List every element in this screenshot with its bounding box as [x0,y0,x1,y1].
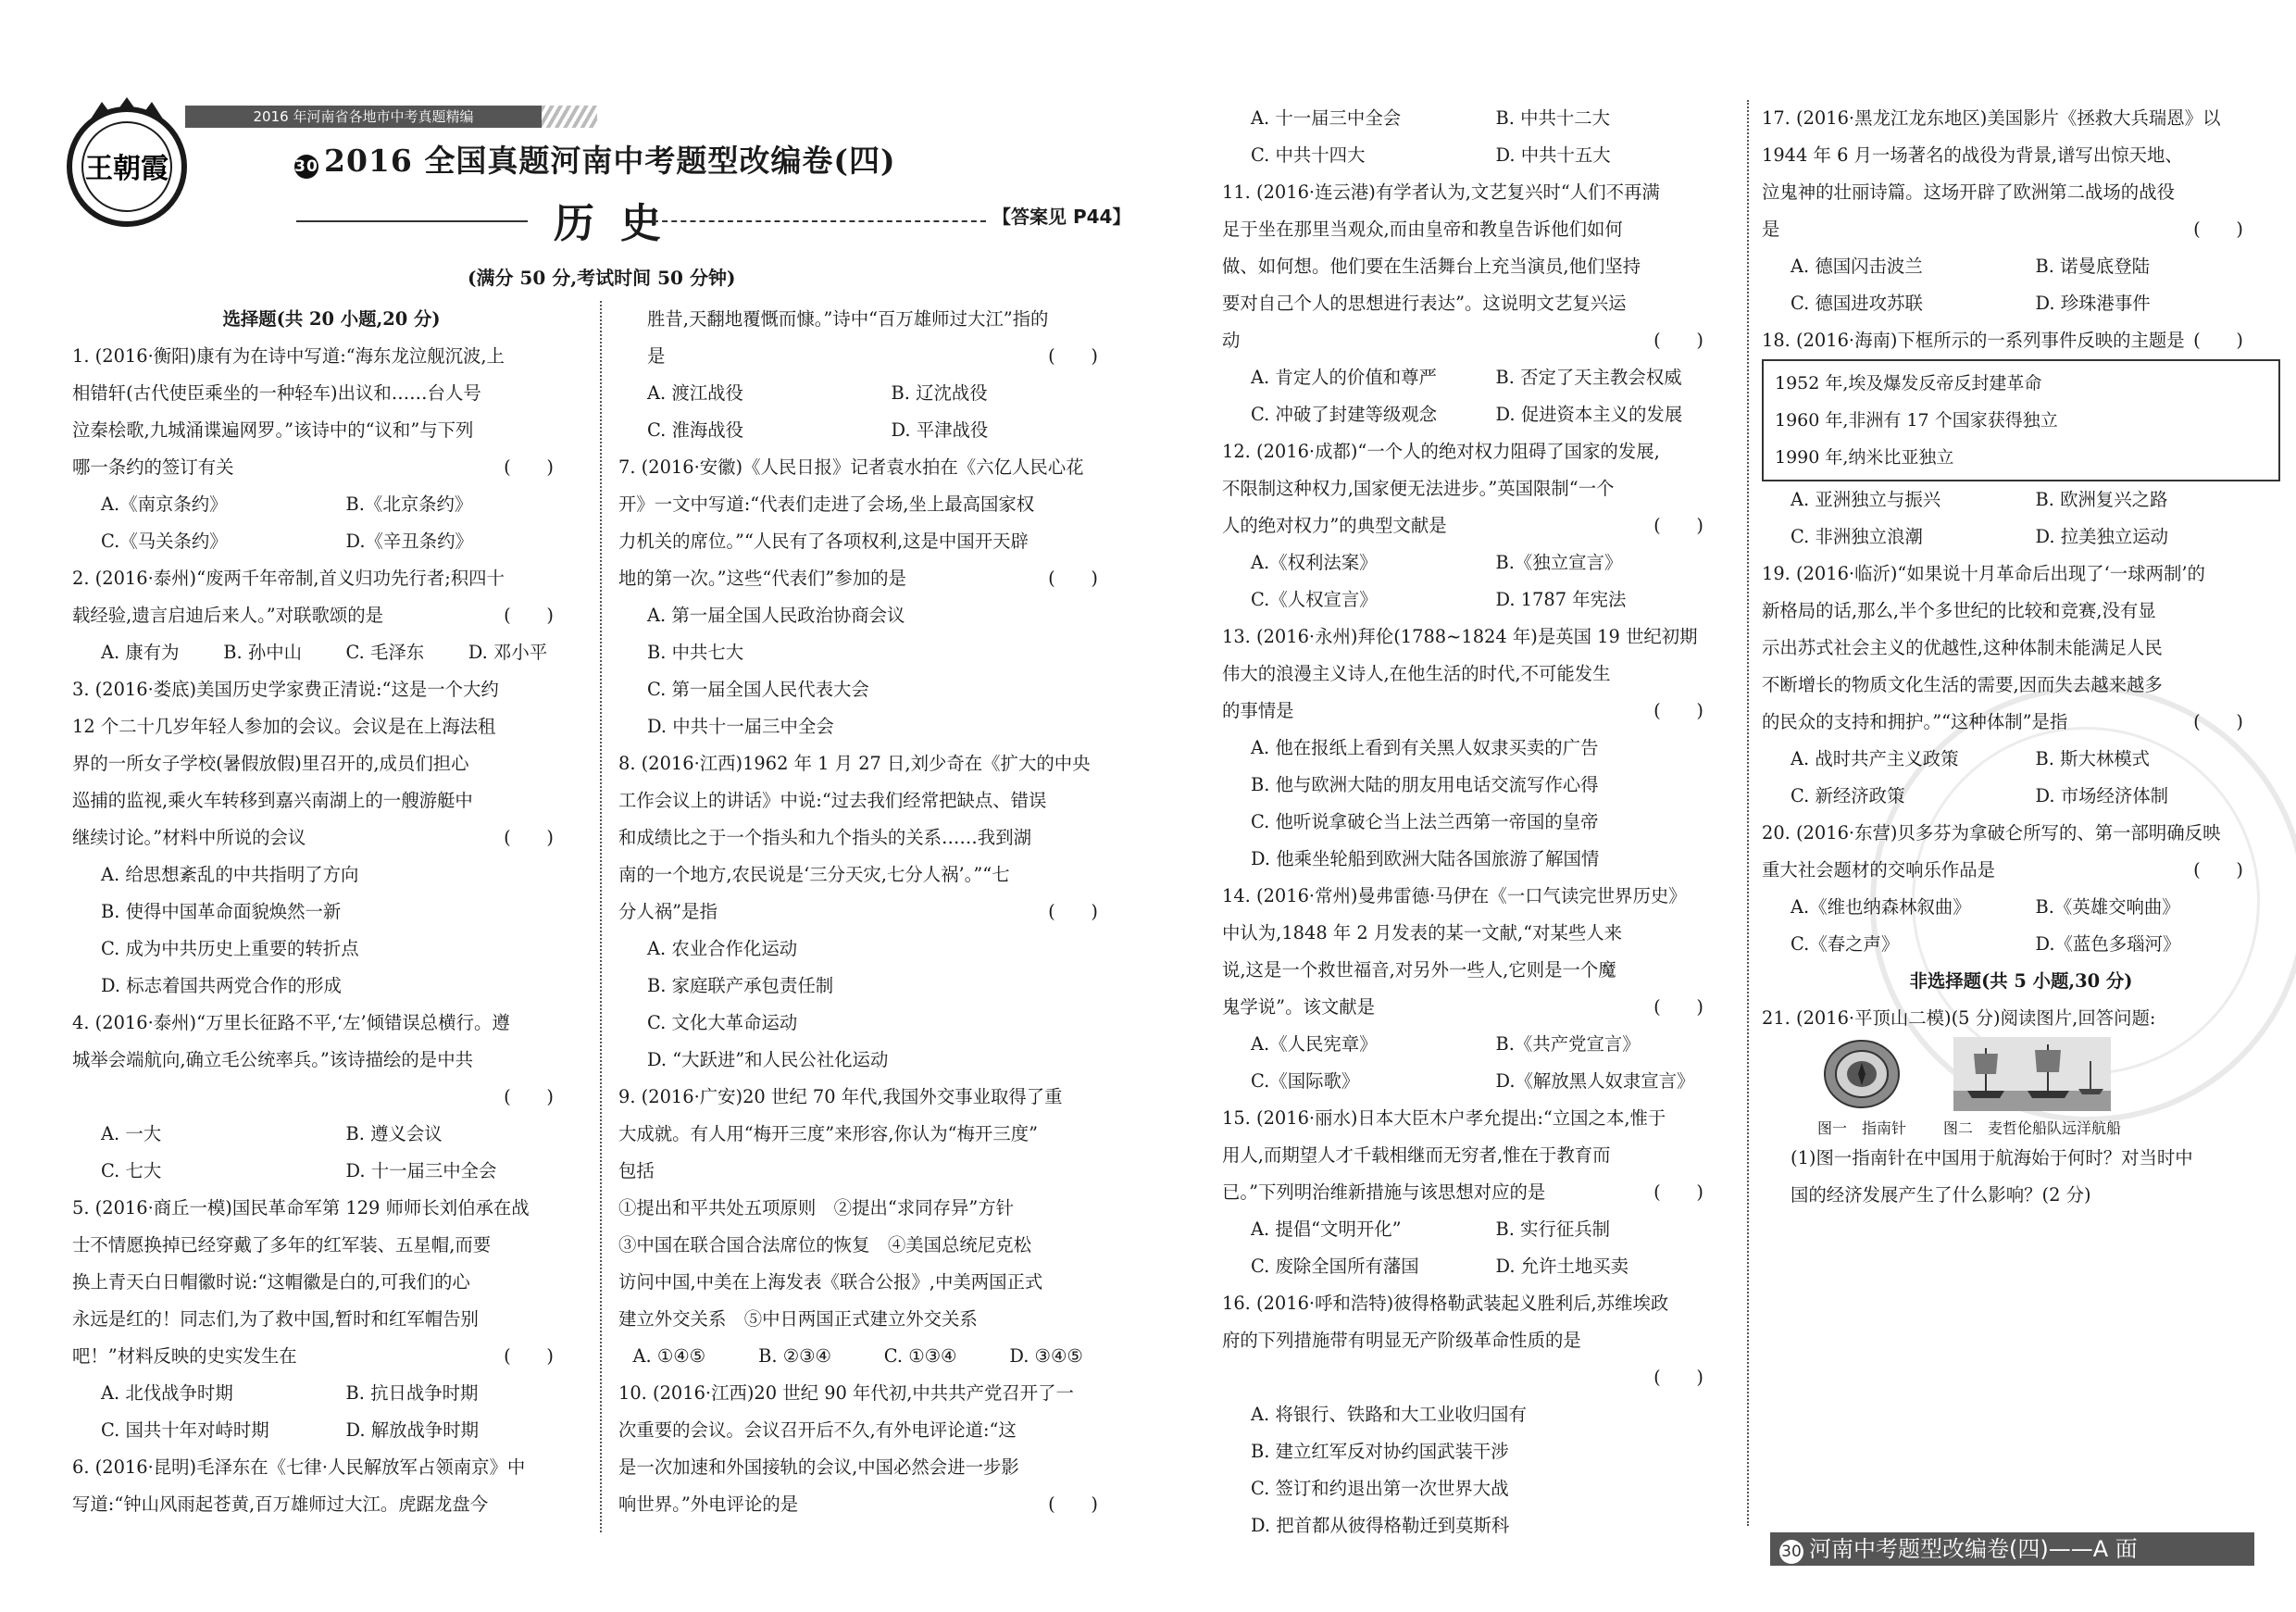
logo-text: 王朝霞 [85,153,168,185]
options [1222,1396,1741,1544]
column-divider [1747,100,1749,1526]
answer-bracket[interactable]: ( ) [1048,901,1098,922]
option-a[interactable]: A.《权利法案》 [1251,552,1378,573]
question-7: 7. (2016·安徽)《人民日报》记者袁水拍在《六亿人民心花 开》一文中写道:“代表们走进了会场,坐上最高国家权 力机关的席位。”“人民有了各项权利,这是中国开天辟 地的第一次。”这些“代表们”参加的是 [618,456,1084,589]
answer-bracket[interactable]: ( ) [1048,345,1098,367]
option-c[interactable]: C. 成为中共历史上重要的转折点 [101,938,359,959]
option-a[interactable]: A. 第一届全国人民政治协商会议 [647,605,905,626]
figure-2 [1943,1037,2121,1140]
option-d[interactable]: D. 珍珠港事件 [2035,293,2151,314]
answer-bracket[interactable]: ( ) [1653,700,1703,721]
option-b[interactable]: B.《共产党宣言》 [1495,1033,1641,1055]
option-c[interactable]: C. ①③④ [883,1345,957,1367]
options [1222,1026,1741,1100]
answer-bracket[interactable]: ( ) [1653,1367,1703,1388]
question-16: 16. (2016·呼和浩特)彼得格勒武装起义胜利后,苏维埃政 府的下列措施带有明显无产阶级革命性质的是 [1222,1293,1669,1351]
question-5: 5. (2016·商丘一模)国民革命军第 129 师师长刘伯承在战 士不情愿换掉已经穿戴了多年的红军装、五星帽,而要 换上青天白日帽徽时说:“这帽徽是白的,可我们的心 永远是红的！同志们,为了救中国,暂时和红军帽告别 吧！”材料反映的史实发生在 [72,1197,530,1367]
answer-bracket[interactable]: ( ) [2193,711,2243,732]
options [1222,359,1741,433]
figure-1 [1817,1037,1906,1140]
option-d[interactable]: D. 解放战争时期 [345,1419,480,1441]
option-c[interactable]: C. 废除全国所有藩国 [1251,1256,1419,1277]
column-3 [1222,100,1741,1544]
answer-bracket[interactable]: ( ) [504,605,554,626]
column-4 [1762,100,2280,1214]
question-21: 21. (2016·平顶山二模)(5 分)阅读图片,回答问题: [1762,1007,2156,1029]
answer-bracket[interactable]: ( ) [504,1345,554,1367]
option-a[interactable]: A.《人民宪章》 [1251,1033,1378,1055]
option-c[interactable]: C. 他听说拿破仑当上法兰西第一帝国的皇帝 [1251,811,1599,832]
option-b[interactable]: B. 中共十二大 [1495,107,1611,129]
section-heading-choice: 选择题(共 20 小题,20 分) [222,308,441,330]
option-d[interactable]: D. 把首都从彼得格勒迁到莫斯科 [1251,1515,1510,1536]
answer-bracket[interactable]: ( ) [2193,330,2243,351]
option-b[interactable]: B. 实行征兵制 [1495,1218,1611,1240]
question-14: 14. (2016·常州)曼弗雷德·马伊在《一口气读完世界历史》 中认为,1848 年 2 月发表的某一文献,“对某些人来 说,这是一个救世福音,对另外一些人,它则是一个魔 鬼学说”。该文献是 [1222,885,1687,1018]
option-c[interactable]: C. 中共十四大 [1251,144,1366,166]
option-b[interactable]: B. 抗日战争时期 [345,1382,479,1404]
option-b[interactable]: B. 欧洲复兴之路 [2035,489,2168,510]
option-d[interactable]: D. 邓小平 [468,642,548,663]
option-b[interactable]: B. 诺曼底登陆 [2035,256,2151,277]
option-c[interactable]: C.《人权宣言》 [1251,589,1378,610]
question-19: 19. (2016·临沂)“如果说十月革命后出现了‘一球两制’的 新格局的话,那么,半个多世纪的比较和竞赛,没有显 示出苏式社会主义的优越性,这种体制未能满足人民 不断增长的物质文化生活的需要,因而失去越来越多 的民众的支持和拥护。”“这种体制”是指 [1762,563,2205,732]
question-4: 4. (2016·泰州)“万里长征路不平,‘左’倾错误总横行。遵 城举会端航向,确立毛公统率兵。”该诗描绘的是中共 [72,1012,510,1070]
figure-2-caption: 图二 麦哲伦船队远洋航船 [1943,1119,2122,1137]
figures [1762,1037,2280,1140]
question-13: 13. (2016·永州)拜伦(1788~1824 年)是英国 19 世纪初期 伟大的浪漫主义诗人,在他生活的时代,不可能发生 的事情是 [1222,626,1698,721]
option-a[interactable]: A. 肯定人的价值和尊严 [1251,367,1437,388]
options [1222,544,1741,619]
header-rule-left [296,220,528,222]
option-a[interactable]: A. 康有为 [101,642,180,663]
option-a[interactable]: A. 一大 [101,1123,162,1144]
options [618,931,1135,1079]
option-b[interactable]: B.《北京条约》 [345,494,473,515]
page-footer: 30 河南中考题型改编卷(四)——A 面 [1770,1532,2254,1566]
option-b[interactable]: B. 中共七大 [647,642,744,663]
subject-title: 历史 [554,200,687,247]
banner-stripes [542,106,597,128]
options [72,1116,591,1190]
option-a[interactable]: A. 战时共产主义政策 [1791,748,1959,769]
options [1222,100,1741,174]
option-d[interactable]: D. “大跃进”和人民公社化运动 [647,1049,889,1070]
option-c[interactable]: C. 非洲独立浪潮 [1791,526,1923,547]
options [72,486,591,560]
option-a[interactable]: A. 亚洲独立与振兴 [1791,489,1941,510]
options [618,1338,1135,1375]
option-d[interactable]: D. 十一届三中全会 [345,1160,497,1181]
answer-bracket[interactable]: ( ) [504,1086,554,1107]
option-c[interactable]: C. 七大 [101,1160,162,1181]
compass-image [1820,1037,1903,1111]
option-b[interactable]: B. 家庭联产承包责任制 [647,975,834,996]
options [72,856,591,1005]
exam-meta: (满分 50 分,考试时间 50 分钟) [468,267,736,289]
option-d[interactable]: D. 中共十一届三中全会 [647,716,834,737]
option-d[interactable]: D.《辛丑条约》 [345,531,473,552]
option-a[interactable]: A. 给思想紊乱的中共指明了方向 [101,864,359,885]
header-rule-right [653,220,986,222]
option-a[interactable]: A.《维也纳森林叙曲》 [1791,896,1971,918]
answer-bracket[interactable]: ( ) [504,456,554,478]
options [72,1375,591,1449]
option-c[interactable]: C. 国共十年对峙时期 [101,1419,269,1441]
option-c[interactable]: C. 签订和约退出第一次世界大战 [1251,1478,1509,1499]
question-6: 6. (2016·昆明)毛泽东在《七律·人民解放军占领南京》中 写道:“钟山风雨起苍黄,百万雄师过大江。虎踞龙盘今 [72,1456,526,1515]
events-box: 1952 年,埃及爆发反帝反封建革命 1960 年,非洲有 17 个国家获得独立 1990 年,纳米比亚独立 [1762,359,2280,481]
question-11: 11. (2016·连云港)有学者认为,文艺复兴时“人们不再满 足于坐在那里当观众,而由皇帝和教皇告诉他们如何 做、如何想。他们要在生活舞台上充当演员,他们坚持 要对自己个人的思想进行表达”。这说明文艺复兴运 动 [1222,181,1660,351]
option-a[interactable]: A. 十一届三中全会 [1251,107,1402,129]
option-b[interactable]: B.《独立宣言》 [1495,552,1623,573]
option-a[interactable]: A. ①④⑤ [632,1345,705,1367]
options [618,375,1135,449]
option-d[interactable]: D. 1787 年宪法 [1495,589,1627,610]
option-d[interactable]: D. 市场经济体制 [2035,785,2169,806]
option-a[interactable]: A.《南京条约》 [101,494,228,515]
option-c[interactable]: C.《春之声》 [1791,933,1900,955]
answer-bracket[interactable]: ( ) [2193,859,2243,881]
option-d[interactable]: D.《蓝色多瑙河》 [2035,933,2181,955]
question-8: 8. (2016·江西)1962 年 1 月 27 日,刘少奇在《扩大的中央 工作会议上的讲话》中说:“过去我们经常把缺点、错误 和成绩比之于一个指头和九个指头的关系……我到湖 南的一个地方,农民说是‘三分天灾,七分人祸’。”“七 分人祸”是指 [618,753,1091,922]
option-c[interactable]: C. 德国进攻苏联 [1791,293,1923,314]
options [1762,741,2280,815]
options [1222,1211,1741,1285]
question-9: 9. (2016·广安)20 世纪 70 年代,我国外交事业取得了重 大成就。有人用“梅开三度”来形容,你认为“梅开三度” 包括 ①提出和平共处五项原则 ②提出“求同存异”方针 ③中国在联合国合法席位的恢复 ④美国总统尼克松 访问中国,中美在上海发表《联合公报》,中美两国正式 建立外交关系 ⑤中日两国正式建立外交关系 [618,1086,1063,1330]
option-c[interactable]: C. 文化大革命运动 [647,1012,798,1033]
question-6-continued: 胜昔,天翻地覆慨而慷。”诗中“百万雄师过大江”指的 是 [647,308,1049,367]
answer-reference: 【答案见 P44】 [992,206,1131,228]
option-c[interactable]: C. 第一届全国人民代表大会 [647,679,869,700]
answer-bracket[interactable]: ( ) [504,827,554,848]
ships-image [1953,1037,2111,1111]
publisher-logo [57,93,196,231]
question-21-part-1: (1)图一指南针在中国用于航海始于何时？对当时中 国的经济发展产生了什么影响？(2 分) [1791,1147,2193,1206]
option-a[interactable]: A. 渡江战役 [647,382,743,404]
option-c[interactable]: C.《马关条约》 [101,531,228,552]
option-d[interactable]: D. 中共十五大 [1495,144,1611,166]
paper-title: 30 2016 全国真题河南中考题型改编卷(四) [294,143,896,179]
option-c[interactable]: C. 淮海战役 [647,419,744,441]
paper-number: 30 [294,155,318,179]
option-b[interactable]: B.《英雄交响曲》 [2035,896,2180,918]
option-d[interactable]: D.《解放黑人奴隶宣言》 [1495,1070,1695,1092]
answer-bracket[interactable]: ( ) [1653,1181,1703,1203]
option-b[interactable]: B. ②③④ [758,1345,831,1367]
option-a[interactable]: A. 将银行、铁路和大工业收归国有 [1251,1404,1527,1425]
answer-bracket[interactable]: ( ) [2193,219,2243,240]
answer-bracket[interactable]: ( ) [1653,330,1703,351]
option-a[interactable]: A. 农业合作化运动 [647,938,798,959]
option-d[interactable]: D. 标志着国共两党合作的形成 [101,975,342,996]
column-2 [618,301,1135,1523]
question-20: 20. (2016·东营)贝多芬为拿破仑所写的、第一部明确反映 重大社会题材的交响乐作品是 [1762,822,2221,881]
answer-bracket[interactable]: ( ) [1048,568,1098,589]
question-12: 12. (2016·成都)“一个人的绝对权力阻碍了国家的发展, 不限制这种权力,国家便无法进步。”英国限制“一个 人的绝对权力”的典型文献是 [1222,441,1660,536]
option-b[interactable]: B. 否定了天主教会权威 [1495,367,1682,388]
option-d[interactable]: D. 拉美独立运动 [2035,526,2169,547]
option-c[interactable]: C.《国际歌》 [1251,1070,1360,1092]
option-c[interactable]: C. 冲破了封建等级观念 [1251,404,1438,425]
question-3: 3. (2016·娄底)美国历史学家费正清说:“这是一个大约 12 个二十几岁年轻人参加的会议。会议是在上海法租 界的一所女子学校(暑假放假)里召开的,成员们担心 巡捕的监视,乘火车转移到嘉兴南湖上的一艘游艇中 继续讨论。”材料中所说的会议 [72,679,499,848]
option-d[interactable]: D. 平津战役 [891,419,989,441]
option-b[interactable]: B. 遵义会议 [345,1123,443,1144]
column-divider [600,301,602,1532]
options [618,597,1135,745]
question-18: 18. (2016·海南)下框所示的一系列事件反映的主题是 [1762,330,2185,351]
footer-number: 30 [1779,1540,1803,1564]
option-d[interactable]: D. 他乘坐轮船到欧洲大陆各国旅游了解国情 [1251,848,1600,869]
options [1762,248,2280,322]
options [1762,889,2280,963]
option-b[interactable]: B. 斯大林模式 [2035,748,2151,769]
answer-bracket[interactable]: ( ) [1653,515,1703,536]
options [1222,730,1741,878]
option-b[interactable]: B. 他与欧洲大陆的朋友用电话交流写作心得 [1251,774,1599,795]
option-b[interactable]: B. 建立红军反对协约国武装干涉 [1251,1441,1509,1462]
column-1 [72,301,591,1523]
question-1: 1. (2016·衡阳)康有为在诗中写道:“海东龙泣舰沉波,上 相错轩(古代使臣乘坐的一种轻车)出议和……台人号 泣秦桧歌,九城涌谍遍网罗。”该诗中的“议和”与下列 哪一条约的签订有关 [72,345,505,478]
series-banner: 2016 年河南省各地市中考真题精编 [185,106,542,128]
option-d[interactable]: D. 促进资本主义的发展 [1495,404,1683,425]
option-b[interactable]: B. 辽沈战役 [891,382,988,404]
question-15: 15. (2016·丽水)日本大臣木户孝允提出:“立国之本,惟于 用人,而期望人才千载相继而无穷者,惟在于教育而 已。”下列明治维新措施与该思想对应的是 [1222,1107,1666,1203]
option-a[interactable]: A. 北伐战争时期 [101,1382,233,1404]
question-2: 2. (2016·泰州)“废两千年帝制,首义归功先行者;积四十 载经验,遗言启迪后来人。”对联歌颂的是 [72,568,505,626]
option-a[interactable]: A. 提倡“文明开化” [1251,1218,1402,1240]
answer-bracket[interactable]: ( ) [1653,996,1703,1018]
section-heading-nonchoice: 非选择题(共 5 小题,30 分) [1909,970,2133,992]
option-d[interactable]: D. 允许土地买卖 [1495,1256,1629,1277]
option-c[interactable]: C. 毛泽东 [345,642,425,663]
option-a[interactable]: A. 德国闪击波兰 [1791,256,1923,277]
answer-bracket[interactable]: ( ) [1048,1493,1098,1515]
option-a[interactable]: A. 他在报纸上看到有关黑人奴隶买卖的广告 [1251,737,1599,758]
option-b[interactable]: B. 使得中国革命面貌焕然一新 [101,901,342,922]
option-c[interactable]: C. 新经济政策 [1791,785,1905,806]
question-17: 17. (2016·黑龙江龙东地区)美国影片《拯救大兵瑞恩》以 1944 年 6 月一场著名的战役为背景,谱写出惊天地、 泣鬼神的壮丽诗篇。这场开辟了欧洲第二战场的战役 是 [1762,107,2221,240]
question-10: 10. (2016·江西)20 世纪 90 年代初,中共共产党召开了一 次重要的会议。会议召开后不久,有外电评论道:“这 是一次加速和外国接轨的会议,中国必然会进一步影 响世界。”外电评论的是 [618,1382,1074,1515]
figure-1-caption: 图一 指南针 [1817,1119,1907,1137]
option-d[interactable]: D. ③④⑤ [1009,1345,1083,1367]
option-b[interactable]: B. 孙中山 [223,642,303,663]
options [72,634,591,671]
options [1762,481,2280,556]
